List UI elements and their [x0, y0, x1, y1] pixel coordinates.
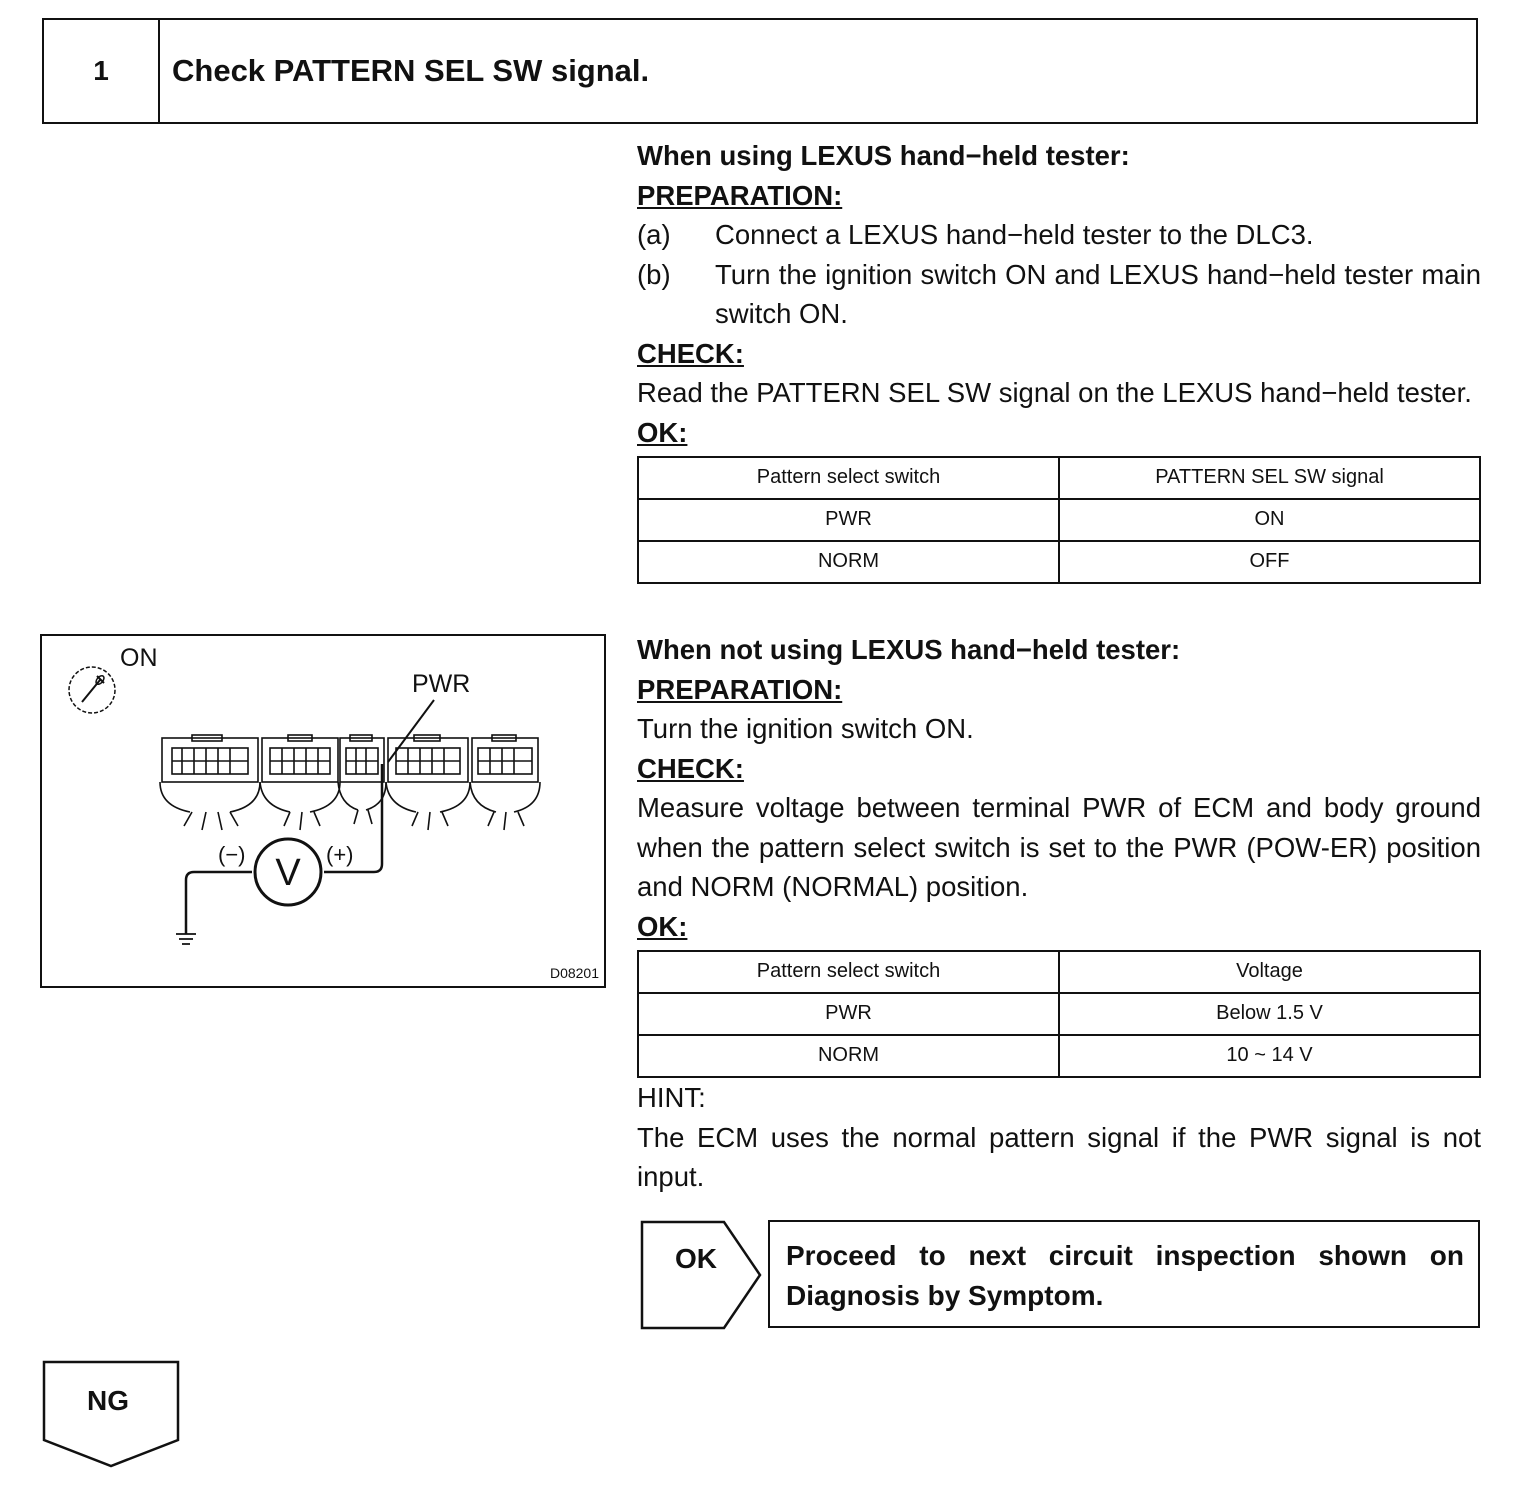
negative-probe-wire — [186, 872, 252, 934]
step-label: (a) — [637, 219, 671, 250]
hint-text: The ECM uses the normal pattern signal if the PWR signal is not input. — [637, 1121, 1481, 1192]
step-text: Turn the ignition switch ON and LEXUS hand−held tester main switch ON. — [715, 258, 1481, 329]
step-number: 1 — [44, 20, 160, 122]
ecm-wiring-diagram — [42, 636, 603, 985]
ok-action-line-2: Diagnosis by Symptom. — [786, 1280, 1104, 1311]
ok-result-tag — [640, 1220, 764, 1335]
tester-section — [637, 136, 1481, 584]
voltmeter-symbol: V — [275, 852, 301, 894]
table-cell: NORM — [638, 1035, 1059, 1077]
tester-check-label: CHECK: — [637, 337, 744, 369]
tester-check-text: Read the PATTERN SEL SW signal on the LEXUS hand−held tester. — [637, 377, 1472, 408]
ecm-connector — [470, 735, 540, 830]
tester-ok-label: OK: — [637, 416, 688, 448]
ignition-key-icon — [69, 667, 115, 713]
ng-label: NG — [87, 1385, 129, 1416]
step-text: Connect a LEXUS hand−held tester to the DLC3. — [715, 219, 1314, 250]
ecm-connector — [338, 735, 386, 824]
table-cell: Below 1.5 V — [1059, 993, 1480, 1035]
no-tester-prep-label: PREPARATION: — [637, 673, 843, 705]
ecm-connector — [160, 735, 260, 830]
ecm-connector-block — [160, 735, 540, 830]
ng-arrow-shape — [42, 1360, 182, 1470]
step-header — [42, 18, 1478, 124]
table-header: Voltage — [1059, 951, 1480, 993]
tester-step-b — [637, 255, 1481, 334]
ground-icon — [176, 934, 196, 944]
table-row — [638, 993, 1480, 1035]
table-row — [638, 499, 1480, 541]
positive-lead-label: (+) — [326, 842, 354, 867]
ignition-on-label: ON — [120, 644, 158, 672]
negative-lead-label: (−) — [218, 842, 246, 867]
voltmeter-icon — [255, 839, 321, 905]
table-cell: 10 ~ 14 V — [1059, 1035, 1480, 1077]
table-cell: NORM — [638, 541, 1059, 583]
no-tester-ok-label: OK: — [637, 910, 688, 942]
ok-label: OK — [675, 1243, 717, 1274]
table-header: PATTERN SEL SW signal — [1059, 457, 1480, 499]
no-tester-section — [637, 630, 1481, 1197]
no-tester-heading: When not using LEXUS hand−held tester: — [637, 634, 1181, 665]
tester-prep-label: PREPARATION: — [637, 179, 843, 211]
table-cell: PWR — [638, 993, 1059, 1035]
ng-result-tag — [42, 1360, 182, 1475]
table-header-row — [638, 457, 1480, 499]
ok-arrow-shape — [640, 1220, 764, 1330]
no-tester-prep-text: Turn the ignition switch ON. — [637, 713, 974, 744]
tester-heading: When using LEXUS hand−held tester: — [637, 140, 1130, 171]
tester-ok-table — [637, 456, 1481, 584]
step-title: Check PATTERN SEL SW signal. — [172, 53, 650, 88]
table-cell: OFF — [1059, 541, 1480, 583]
ok-action-box — [768, 1220, 1480, 1328]
figure-code: D08201 — [549, 965, 599, 981]
tester-step-a — [637, 215, 1481, 255]
pwr-terminal-label: PWR — [412, 670, 471, 698]
table-header-row — [638, 951, 1480, 993]
ecm-connector — [260, 735, 340, 830]
table-header: Pattern select switch — [638, 951, 1059, 993]
no-tester-check-label: CHECK: — [637, 752, 744, 784]
table-row — [638, 1035, 1480, 1077]
step-label: (b) — [637, 258, 671, 290]
table-header: Pattern select switch — [638, 457, 1059, 499]
ok-action-line-1: Proceed to next circuit inspection shown on — [786, 1240, 1464, 1271]
table-row — [638, 541, 1480, 583]
no-tester-check-text: Measure voltage between terminal PWR of ECM and body ground when the pattern select switch is set to the PWR (POW-ER) position and NORM (NORMAL) position. — [637, 792, 1481, 902]
ecm-measurement-figure — [40, 634, 606, 988]
table-cell: PWR — [638, 499, 1059, 541]
no-tester-ok-table — [637, 950, 1481, 1078]
table-cell: ON — [1059, 499, 1480, 541]
hint-label: HINT: — [637, 1082, 706, 1113]
